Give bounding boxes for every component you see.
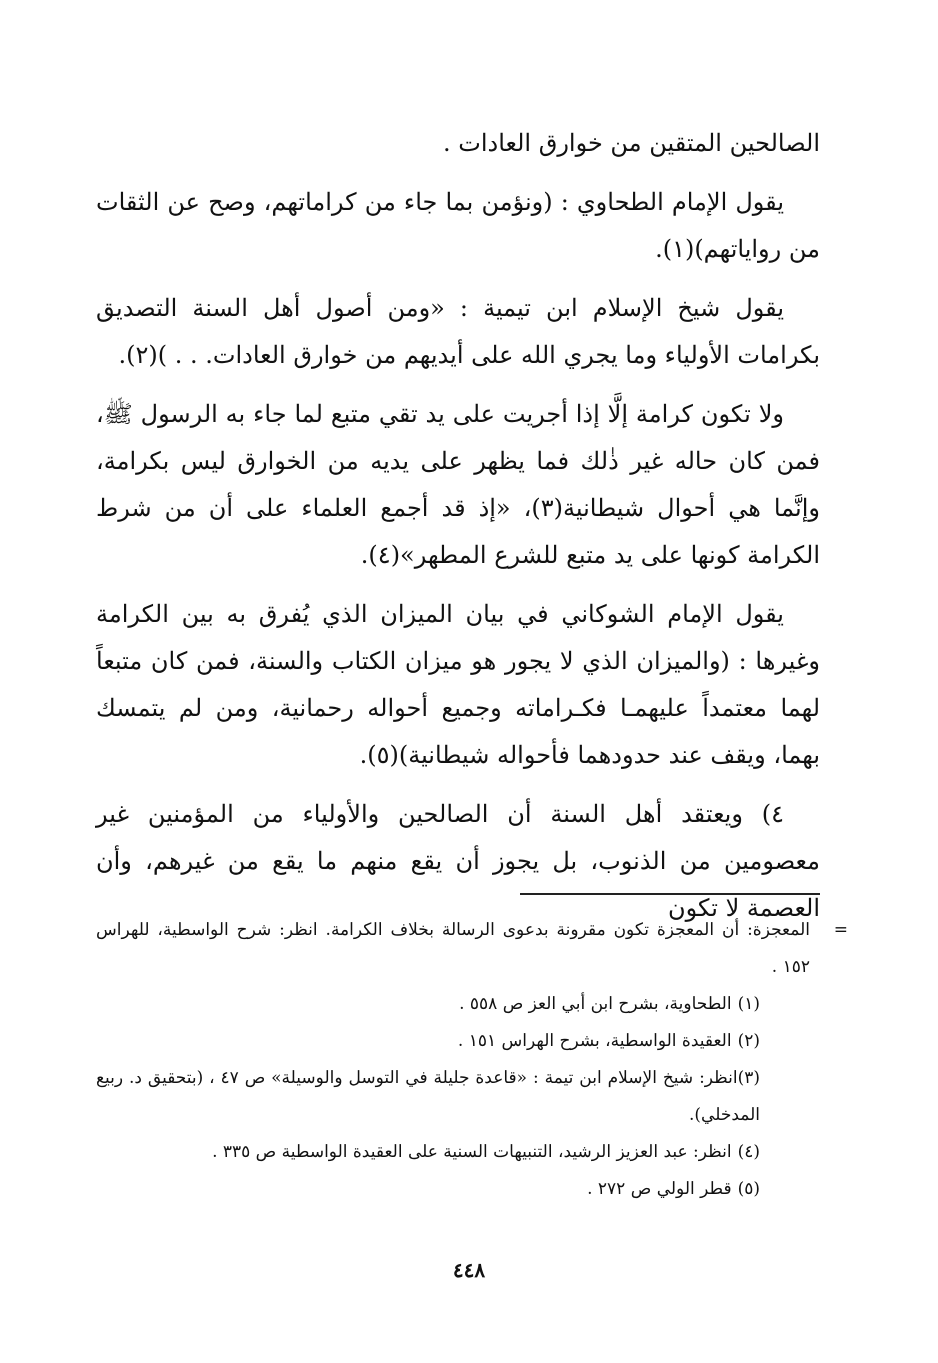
footnote-number: (٢) [737,1031,760,1051]
paragraph-text: يقول شيخ الإسلام ابن تيمية : «ومن أصول أهل السنة التصديق بكرامات الأولياء وما يجري الله على أيديهم من خوارق العادات. . . )(٢). [96,294,820,369]
paragraph [96,179,820,273]
footnote-continuation [96,912,848,986]
footnote-continuation-text: المعجزة: أن المعجزة تكون مقرونة بدعوى الرسالة بخلاف الكرامة. انظر: شرح الواسطية، للهراس ١٥٢ . [96,920,810,977]
paragraph [96,591,820,779]
footnote-number: (١) [737,994,760,1014]
footnote-item [96,986,820,1023]
paragraph [96,285,820,379]
footnote-text: العقيدة الواسطية، بشرح الهراس ١٥١ . [457,1031,732,1051]
footnote-text: قطر الولي ص ٢٧٢ . [587,1179,732,1199]
paragraph-text: يقول الإمام الشوكاني في بيان الميزان الذي يُفرق به بين الكرامة وغيرها : (والميزان الذي لا يجور هو ميزان الكتاب والسنة، فمن كان متبعاً لهما معتمداً عليهمـا فكـراماته وجميع أحواله رحمانية، ومن لم يتمسك بهما، ويقف عند حدودهما فأحواله شيطانية)(٥). [96,600,820,769]
paragraph-text: يقول الإمام الطحاوي : (ونؤمن بما جاء من كراماتهم، وصح عن الثقات من رواياتهم)(١). [96,188,820,263]
paragraph-text: ولا تكون كرامة إلَّا إذا أجريت على يد تقي متبع لما جاء به الرسول ﷺ، فمن كان حاله غير ذٰلك فما يظهر على يديه من الخوارق ليس بكرامة، وإنَّما هي أحوال شيطانية(٣)، «إذ قد أجمع العلماء على أن من شرط الكرامة كونها على يد متبع للشرع المطهر»(٤). [96,400,820,569]
page-body [96,120,820,944]
paragraph [96,791,820,932]
footnote-divider [520,893,820,895]
footnote-number: (٤) [737,1142,760,1162]
footnote-item [96,1060,820,1134]
footnote-number: (٥) [737,1179,760,1199]
footnote-text: انظر: عبد العزيز الرشيد، التنبيهات السنية على العقيدة الواسطية ص ٣٣٥ . [212,1142,732,1162]
paragraph [96,120,820,167]
footnote-text: انظر: شيخ الإسلام ابن تيمة : «قاعدة جليلة في التوسل والوسيلة» ص ٤٧ ، (بتحقيق د. ربيع المدخلي). [96,1068,760,1125]
paragraph-text: الصالحين المتقين من خوارق العادات . [442,129,820,157]
footnote-item [96,1134,820,1171]
footnote-item [96,1171,820,1208]
continuation-marker: = [833,920,848,940]
page-number: ٤٤٨ [452,1258,486,1282]
footnotes [96,912,848,1208]
footnote-number: (٣) [737,1068,760,1088]
paragraph [96,391,820,579]
footnote-text: الطحاوية، بشرح ابن أبي العز ص ٥٥٨ . [459,994,732,1014]
paragraph-text: ٤) ويعتقد أهل السنة أن الصالحين والأولياء من المؤمنين غير معصومين من الذنوب، بل يجوز أن يقع منهم ما يقع من غيرهم، وأن العصمة لا تكون [96,800,820,922]
footnote-item [96,1023,820,1060]
